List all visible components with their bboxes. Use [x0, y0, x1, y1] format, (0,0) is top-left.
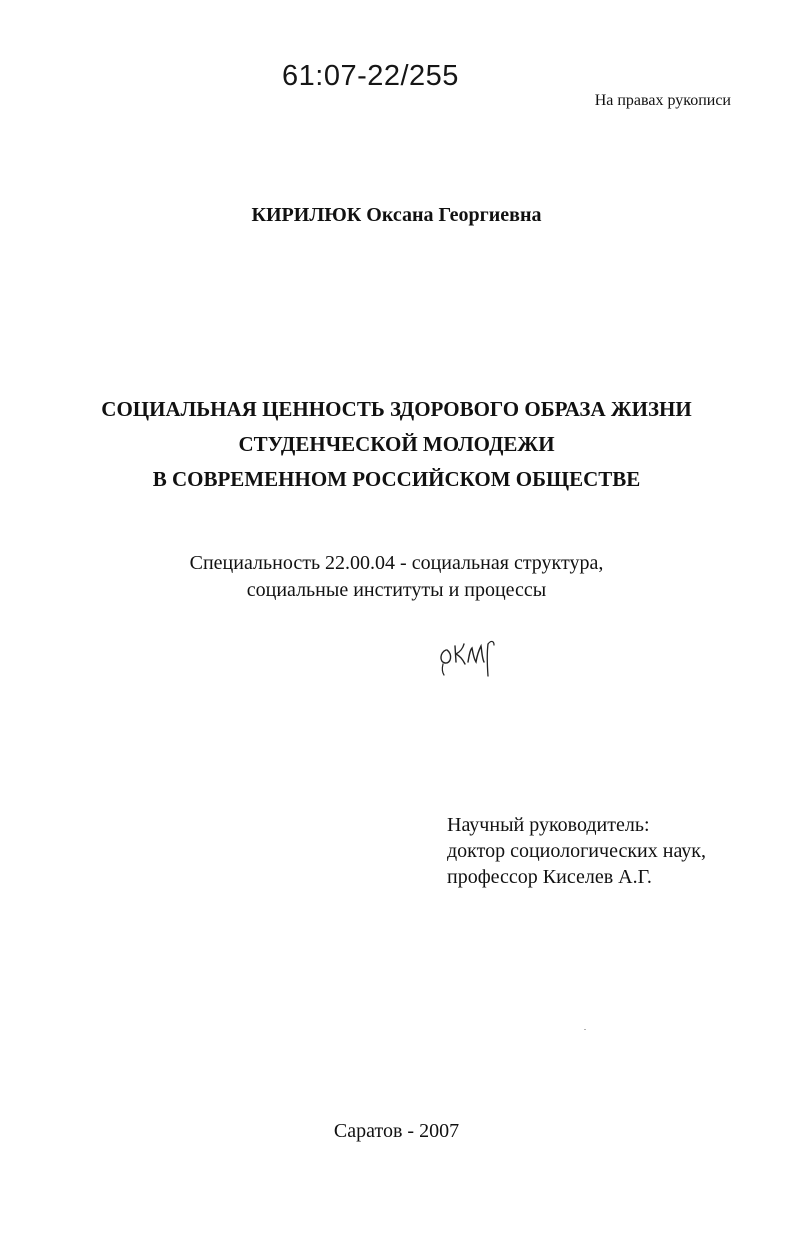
- thesis-title-line-3: В СОВРЕМЕННОМ РОССИЙСКОМ ОБЩЕСТВЕ: [152, 467, 641, 491]
- supervisor-degree: доктор социологических наук,: [447, 840, 707, 862]
- thesis-title-line-2: СТУДЕНЧЕСКОЙ МОЛОДЕЖИ: [238, 432, 555, 456]
- specialty-line-2: социальные институты и процессы: [246, 579, 547, 601]
- supervisor-heading: Научный руководитель:: [447, 814, 650, 836]
- author-name: КИРИЛЮК Оксана Георгиевна: [251, 204, 542, 226]
- manuscript-rights-note: На правах рукописи: [594, 92, 731, 109]
- thesis-title: [0, 392, 793, 497]
- supervisor-block: [447, 812, 706, 890]
- specialty-line-1: Специальность 22.00.04 - социальная структура,: [189, 552, 604, 574]
- city-year: Саратов - 2007: [333, 1120, 460, 1142]
- handwritten-signature: [436, 632, 506, 682]
- thesis-title-line-1: СОЦИАЛЬНАЯ ЦЕННОСТЬ ЗДОРОВОГО ОБРАЗА ЖИЗНИ: [101, 397, 692, 421]
- supervisor-name: профессор Киселев А.Г.: [447, 866, 652, 888]
- specialty-block: [0, 550, 793, 604]
- archive-code-stamp: 61:07-22/255: [282, 60, 459, 92]
- scan-speck: [584, 1029, 586, 1030]
- signature-drawing: [436, 632, 506, 682]
